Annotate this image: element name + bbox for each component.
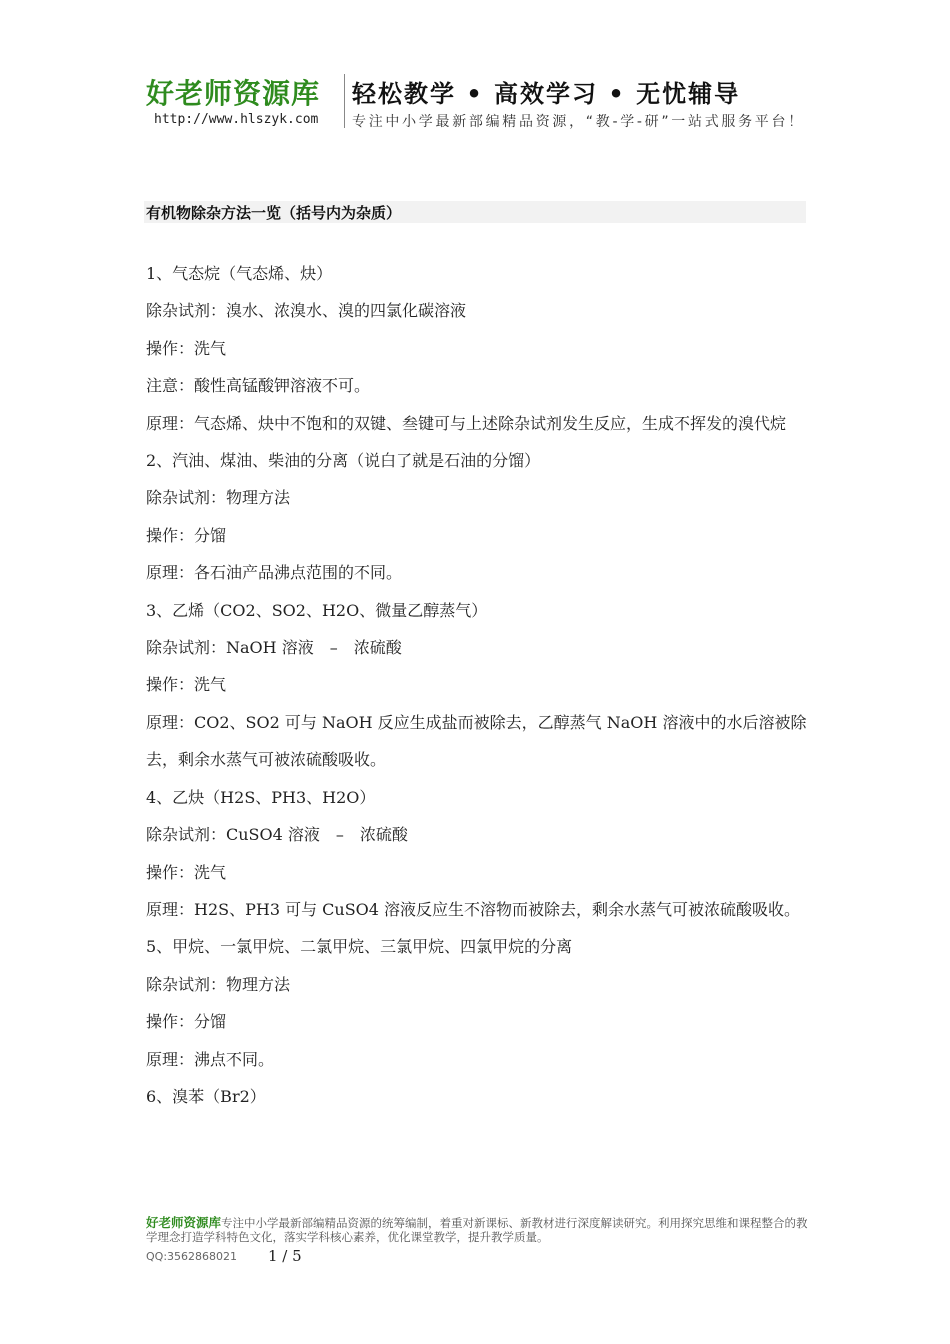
header-tagline: 专注中小学最新部编精品资源，“教-学-研”一站式服务平台！ (352, 114, 805, 130)
page-number: 1 / 5 (268, 1247, 302, 1265)
section-heading: 3、乙烯（CO2、SO2、H2O、微量乙醇蒸气） (146, 600, 488, 620)
reagent-line: 除杂试剂：物理方法 (146, 974, 291, 994)
note-line: 注意：酸性高锰酸钾溶液不可。 (146, 376, 371, 396)
section-heading: 2、汽油、煤油、柴油的分离（说白了就是石油的分馏） (146, 451, 541, 471)
document-title: 有机物除杂方法一览（括号内为杂质） (146, 204, 402, 222)
section-heading: 5、甲烷、一氯甲烷、二氯甲烷、三氯甲烷、四氯甲烷的分离 (146, 937, 573, 957)
operation-line: 操作：洗气 (146, 338, 227, 358)
section-heading: 1、气态烷（气态烯、炔） (146, 264, 333, 283)
operation-line: 操作：洗气 (146, 675, 227, 695)
principle-line: 原理：沸点不同。 (146, 1049, 275, 1069)
section-heading: 6、溴苯（Br2） (146, 1086, 266, 1106)
operation-line: 操作：分馏 (146, 1012, 227, 1032)
page-footer (146, 1215, 810, 1265)
reagent-line: 除杂试剂：溴水、浓溴水、溴的四氯化碳溶液 (146, 301, 467, 321)
reagent-line: 除杂试剂：CuSO4 溶液 – 浓硫酸 (146, 825, 408, 845)
reagent-line: 除杂试剂：物理方法 (146, 488, 291, 508)
site-logo: 好老师资源库 (146, 77, 321, 110)
reagent-line: 除杂试剂：NaOH 溶液 – 浓硫酸 (146, 638, 402, 658)
header-slogan: 轻松教学 • 高效学习 • 无忧辅导 (352, 80, 741, 108)
document-body (146, 255, 810, 1115)
footer-qq: QQ:3562868021 (146, 1250, 238, 1263)
footer-description: 专注中小学最新部编精品资源的统筹编制，着重对新课标、新教材进行深度解读研究。利用探究思维和课程整合的教学理念打造学科特色文化，落实学科核心素养，优化课堂教学，提升教学质量。 (146, 1216, 808, 1244)
section-heading: 4、乙炔（H2S、PH3、H2O） (146, 787, 376, 807)
site-url[interactable]: http://www.hlszyk.com (154, 112, 319, 127)
principle-line: 原理：H2S、PH3 可与 CuSO4 溶液反应生不溶物而被除去，剩余水蒸气可被浓硫酸吸收。 (146, 899, 801, 919)
footer-brand: 好老师资源库 (146, 1215, 222, 1230)
principle-line: 原理：各石油产品沸点范围的不同。 (146, 563, 403, 583)
header-divider (344, 74, 345, 128)
principle-line: 原理：CO2、SO2 可与 NaOH 反应生成盐而被除去，乙醇蒸气 NaOH 溶液中的水后溶被除去，剩余水蒸气可被浓硫酸吸收。 (146, 712, 807, 770)
footer-description-block (146, 1216, 810, 1244)
principle-line: 原理：气态烯、炔中不饱和的双键、叁键可与上述除杂试剂发生反应，生成不挥发的溴代烷 (146, 413, 787, 433)
page-header (146, 70, 906, 132)
operation-line: 操作：洗气 (146, 862, 227, 882)
operation-line: 操作：分馏 (146, 525, 227, 545)
